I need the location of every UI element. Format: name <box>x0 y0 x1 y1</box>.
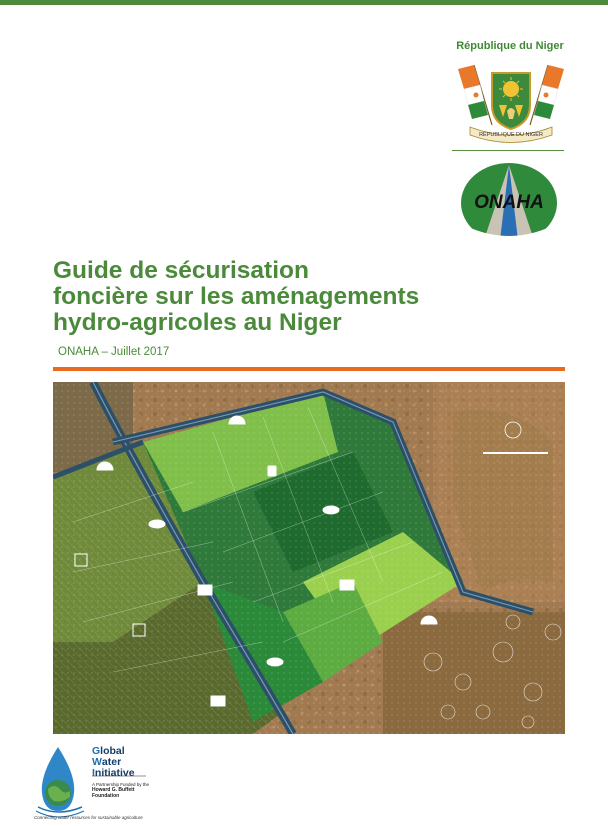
title-line-3: hydro-agricoles au Niger <box>53 309 342 336</box>
onaha-logo <box>458 160 560 246</box>
gwi-line-initiative: Initiative <box>92 767 135 779</box>
title-line-2: foncière sur les aménagements <box>53 283 420 310</box>
coat-ribbon-text: RÉPUBLIQUE DU NIGER <box>479 132 543 138</box>
aerial-field-map-image <box>53 382 565 734</box>
coat-of-arms-logo <box>452 55 570 143</box>
logo-divider <box>452 150 564 151</box>
gwi-tagline: Connecting water resources for sustainable agriculture <box>34 815 143 820</box>
orange-divider <box>53 367 565 371</box>
document-title <box>53 258 533 336</box>
onaha-logo-text: ONAHA <box>474 192 544 213</box>
document-subtitle: ONAHA – Juillet 2017 <box>58 346 170 358</box>
gwi-line-global: Global <box>92 745 125 757</box>
title-line-1: Guide de sécurisation <box>53 257 309 284</box>
left-flags <box>458 65 492 125</box>
gwi-line-water: Water <box>92 756 122 768</box>
gwi-wordmark <box>92 746 135 779</box>
republic-label: République du Niger <box>456 40 564 52</box>
top-green-bar <box>0 0 608 5</box>
gwi-partnership-text: A Partnership Funded by the Howard G. Buffett Foundation <box>92 782 150 799</box>
right-flags <box>530 65 564 125</box>
gwi-foundation-name: Howard G. Buffett Foundation <box>92 787 135 799</box>
